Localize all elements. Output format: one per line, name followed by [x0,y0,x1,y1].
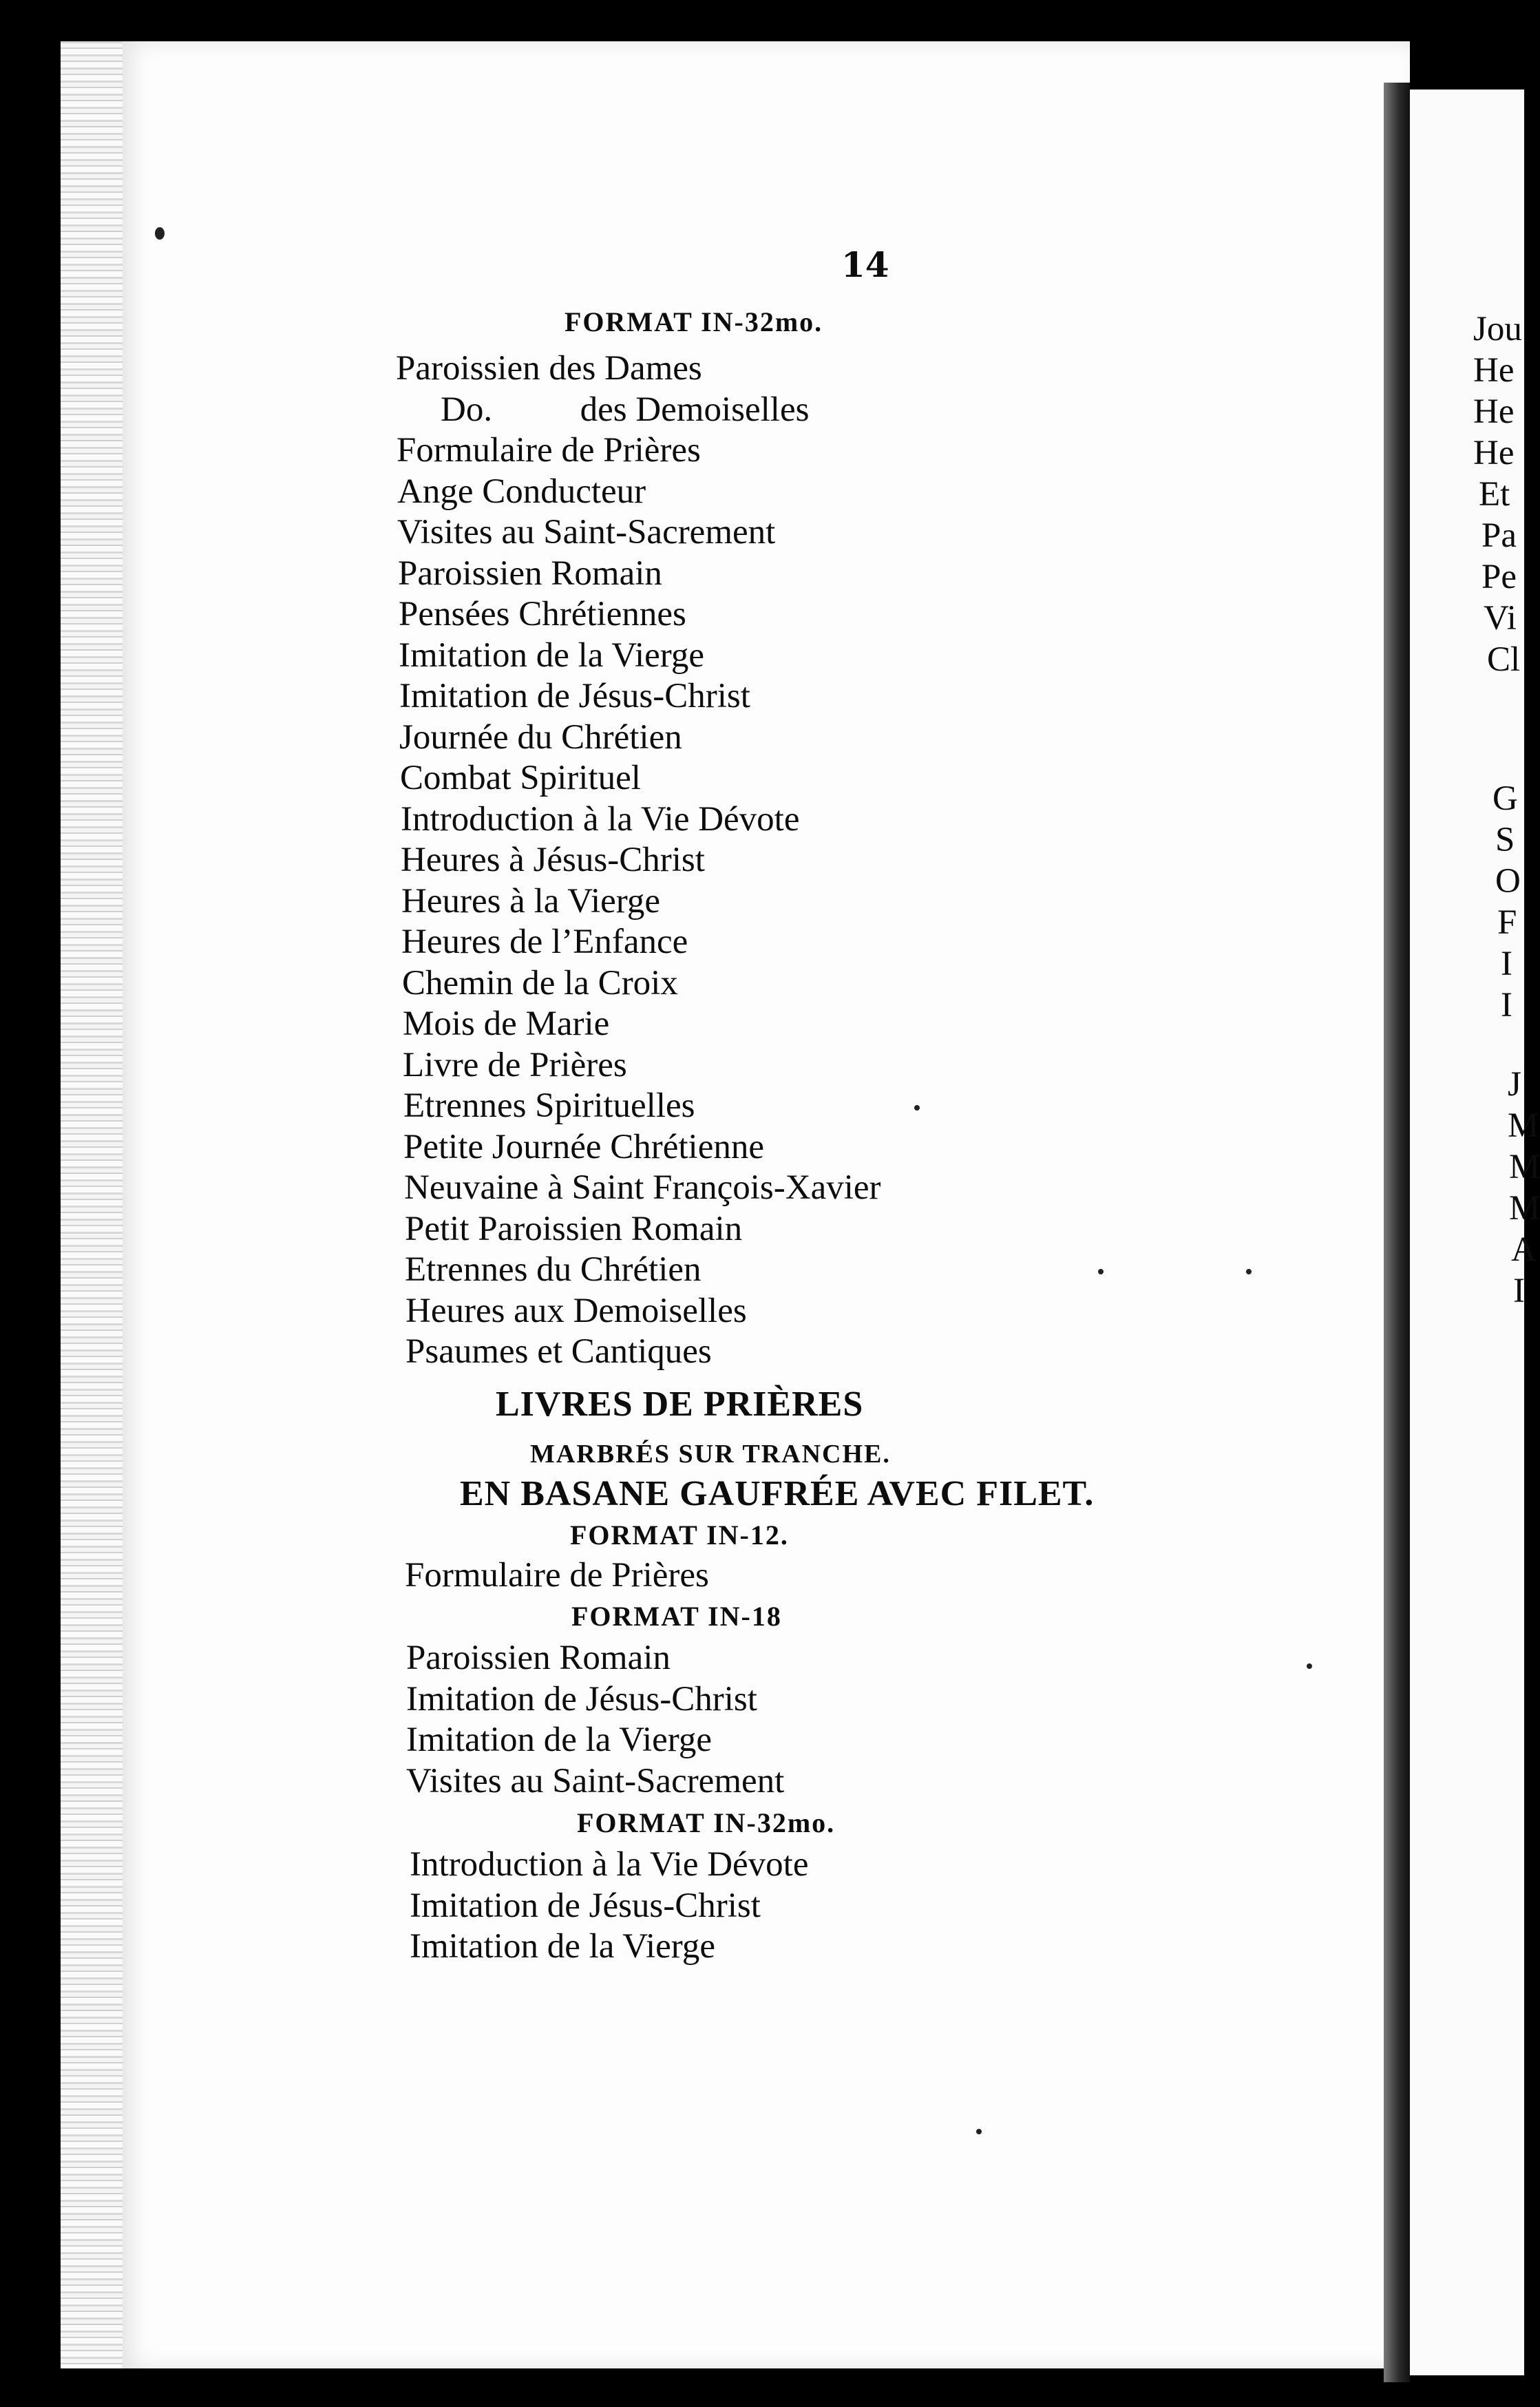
list-item: Formulaire de Prières [405,1556,709,1595]
list-item: Paroissien Romain [406,1639,671,1677]
right-page-fragment: I [1513,1272,1525,1310]
ink-speck [976,2129,982,2134]
list-item: Heures de l’Enfance [401,923,688,961]
list-item: Imitation de Jésus-Christ [410,1886,761,1925]
right-page-fragment: Vi [1484,599,1517,638]
list-item: Heures à Jésus-Christ [401,841,705,879]
list-item: Livre de Prières [403,1046,627,1084]
list-item: Paroissien des Dames [396,349,702,388]
right-page-fragment: Pe [1481,558,1517,596]
list-item: Imitation de Jésus-Christ [406,1680,757,1718]
right-page-fragment: Cl [1487,640,1521,679]
list-item: Combat Spirituel [400,759,641,797]
section-subtitle: MARBRÉS SUR TRANCHE. [530,1440,891,1469]
list-item: Heures aux Demoiselles [405,1292,747,1330]
right-page-fragment: He [1473,434,1515,472]
right-page-fragment: I [1501,945,1512,983]
binding-heading: EN BASANE GAUFRÉE AVEC FILET. [460,1474,1095,1513]
section-title: LIVRES DE PRIÈRES [496,1385,864,1424]
right-page-fragment: F [1497,903,1517,942]
list-item: Imitation de la Vierge [410,1927,716,1966]
right-page-fragment: S [1495,821,1515,859]
list-item: Formulaire de Prières [397,431,701,470]
right-page-fragment: Pa [1481,516,1517,555]
list-item: Psaumes et Cantiques [405,1332,712,1371]
list-item: Heures à la Vierge [401,882,660,921]
ink-speck [155,227,165,240]
right-page-fragment: He [1473,392,1515,431]
format-heading: FORMAT IN-18 [571,1601,782,1632]
list-item: Neuvaine à Saint François-Xavier [404,1168,881,1207]
list-item: Petit Paroissien Romain [405,1210,743,1248]
list-item: Introduction à la Vie Dévote [410,1845,809,1884]
right-page-fragment: Jou [1473,310,1522,348]
right-page-fragment: I [1501,986,1512,1024]
format-heading: FORMAT IN-32mo. [565,306,823,337]
list-item: Etrennes Spirituelles [403,1086,695,1125]
right-page-fragment: J [1508,1065,1521,1104]
book-gutter [1384,83,1410,2382]
right-page-fragment: He [1473,351,1515,390]
list-item: Imitation de la Vierge [399,636,705,675]
list-item: Journée du Chrétien [399,718,682,757]
ink-speck [1246,1269,1252,1274]
list-item: Introduction à la Vie Dévote [401,800,800,839]
right-page-fragment: M [1508,1106,1539,1145]
right-page-fragment: A [1511,1230,1537,1269]
right-page-fragment: M [1509,1148,1540,1186]
list-item: Chemin de la Croix [402,964,678,1002]
list-item: Pensées Chrétiennes [399,595,686,633]
list-item: Do. des Demoiselles [441,390,810,429]
list-item: Visites au Saint-Sacrement [406,1762,785,1800]
list-item: Etrennes du Chrétien [405,1250,702,1289]
list-item: Petite Journée Chrétienne [403,1128,764,1166]
format-heading: FORMAT IN-12. [570,1520,789,1551]
page-number: 14 [841,244,889,285]
list-item: Imitation de la Vierge [406,1721,713,1759]
ink-speck [1307,1663,1312,1669]
format-heading: FORMAT IN-32mo. [577,1807,836,1838]
list-item: Visites au Saint-Sacrement [397,513,776,551]
right-page-fragment: G [1492,779,1518,818]
list-item: Mois de Marie [403,1005,610,1043]
right-page-fragment: O [1495,862,1521,901]
ink-speck [914,1105,920,1111]
ink-speck [1098,1269,1104,1274]
list-item: Paroissien Romain [398,554,662,593]
right-page-fragment: M [1509,1189,1540,1228]
right-page-fragment: Et [1479,475,1510,514]
list-item: Imitation de Jésus-Christ [399,677,750,715]
list-item: Ange Conducteur [397,472,646,511]
